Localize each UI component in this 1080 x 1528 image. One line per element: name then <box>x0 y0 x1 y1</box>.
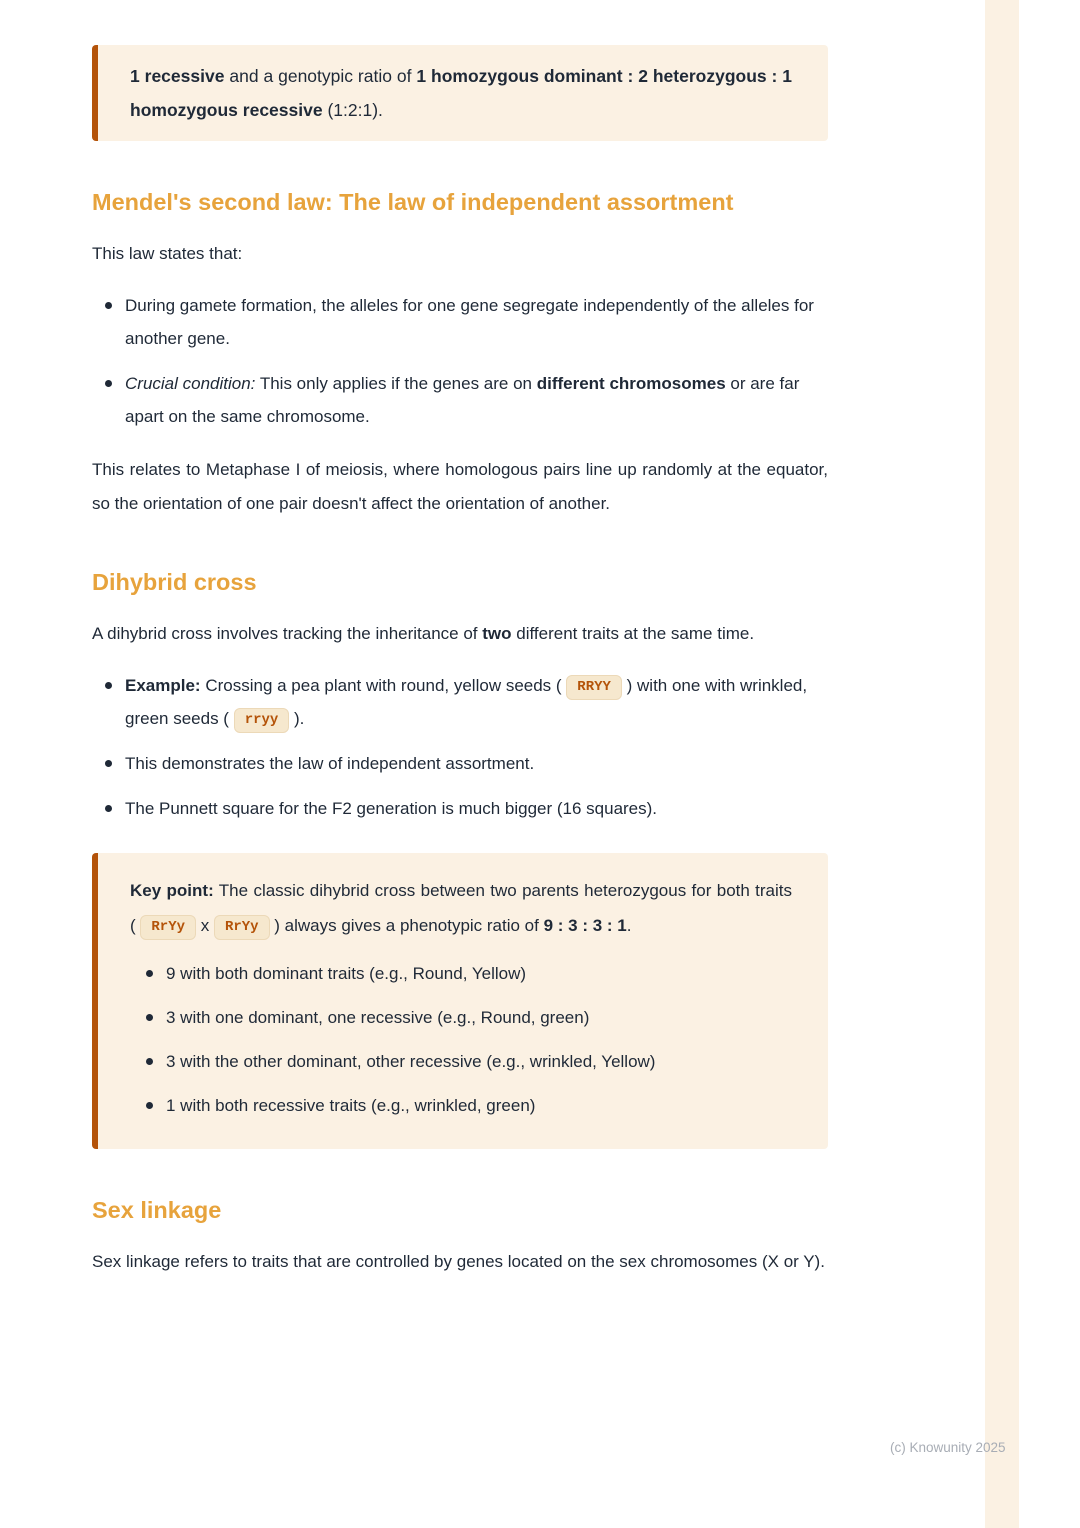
paragraph-dihybrid-intro <box>92 617 828 651</box>
bold-text: Key point: <box>130 881 214 900</box>
text-segment: 9 with both dominant traits (e.g., Round, Yellow) <box>166 964 527 983</box>
callout-text <box>130 873 792 943</box>
list-item <box>166 957 792 991</box>
bold-text: two <box>482 624 512 643</box>
list-item <box>125 289 828 355</box>
paragraph-law-intro: This law states that: <box>92 244 243 263</box>
text-segment: different traits at the same time. <box>511 624 755 643</box>
mendel-law-list <box>92 289 828 433</box>
text-segment: and a genotypic ratio of <box>224 66 417 86</box>
text-segment: ) always gives a phenotypic ratio of <box>269 916 544 935</box>
heading-sex-linkage: Sex linkage <box>92 1197 222 1223</box>
inline-code-rryy-recessive: rryy <box>234 708 290 733</box>
list-item <box>166 1045 792 1079</box>
text-segment: This only applies if the genes are on <box>255 374 537 393</box>
text-segment: . <box>626 916 632 935</box>
bold-text: 9 : 3 : 3 : 1 <box>543 916 627 935</box>
heading-dihybrid-cross: Dihybrid cross <box>92 569 257 595</box>
text-segment: 1 with both recessive traits (e.g., wrinkled, green) <box>166 1096 536 1115</box>
copyright-footer: (c) Knowunity 2025 <box>890 1440 1006 1455</box>
text-segment: This demonstrates the law of independent assortment. <box>125 754 535 773</box>
bold-text: Example: <box>125 676 201 695</box>
page-edge-strip <box>985 0 1019 1528</box>
list-item <box>125 669 828 735</box>
text-segment: x <box>196 916 214 935</box>
dihybrid-list <box>92 669 828 825</box>
bold-text: 1 homozygous dominant : 2 heterozygous : 1 homozygous recessive <box>130 66 792 120</box>
callout-genotypic-ratio <box>92 45 828 141</box>
list-item <box>166 1001 792 1035</box>
text-segment: (1:2:1). <box>322 100 383 120</box>
text-segment: 3 with the other dominant, other recessive (e.g., wrinkled, Yellow) <box>166 1052 656 1071</box>
text-segment: The Punnett square for the F2 generation is much bigger (16 squares). <box>125 799 658 818</box>
inline-code-rryy-dominant: RRYY <box>566 675 622 700</box>
inline-code-rryy-parent1: RrYy <box>140 915 196 940</box>
list-item <box>125 367 828 433</box>
text-segment: ). <box>289 709 305 728</box>
text-segment: 3 with one dominant, one recessive (e.g., Round, green) <box>166 1008 590 1027</box>
bold-text: different chromosomes <box>536 374 726 393</box>
callout-key-point <box>92 853 828 1149</box>
paragraph-sex-linkage: Sex linkage refers to traits that are controlled by genes located on the sex chromosomes (X or Y). <box>92 1252 825 1271</box>
paragraph-metaphase: This relates to Metaphase I of meiosis, where homologous pairs line up randomly at the equator, so the orientation of one pair doesn't affect the orientation of another. <box>92 460 828 513</box>
text-segment: Crossing a pea plant with round, yellow seeds ( <box>200 676 567 695</box>
document-content <box>92 45 828 1279</box>
text-segment: The classic dihybrid cross between two parents heterozygous for both traits ( <box>130 881 793 935</box>
text-segment: ) with one with wrinkled, green seeds ( <box>125 676 808 728</box>
list-item <box>125 792 828 825</box>
list-item <box>166 1089 792 1123</box>
text-segment: A dihybrid cross involves tracking the inheritance of <box>92 624 483 643</box>
bold-text: 1 recessive <box>130 66 225 86</box>
heading-mendels-second-law: Mendel's second law: The law of independent assortment <box>92 189 734 215</box>
italic-text: Crucial condition: <box>125 374 256 393</box>
inline-code-rryy-parent2: RrYy <box>214 915 270 940</box>
list-item <box>125 747 828 780</box>
ratio-breakdown-list <box>130 957 792 1123</box>
text-segment: During gamete formation, the alleles for one gene segregate independently of the alleles for another gene. <box>125 296 814 348</box>
callout-text <box>130 59 792 127</box>
text-segment: or are far apart on the same chromosome. <box>125 374 800 426</box>
